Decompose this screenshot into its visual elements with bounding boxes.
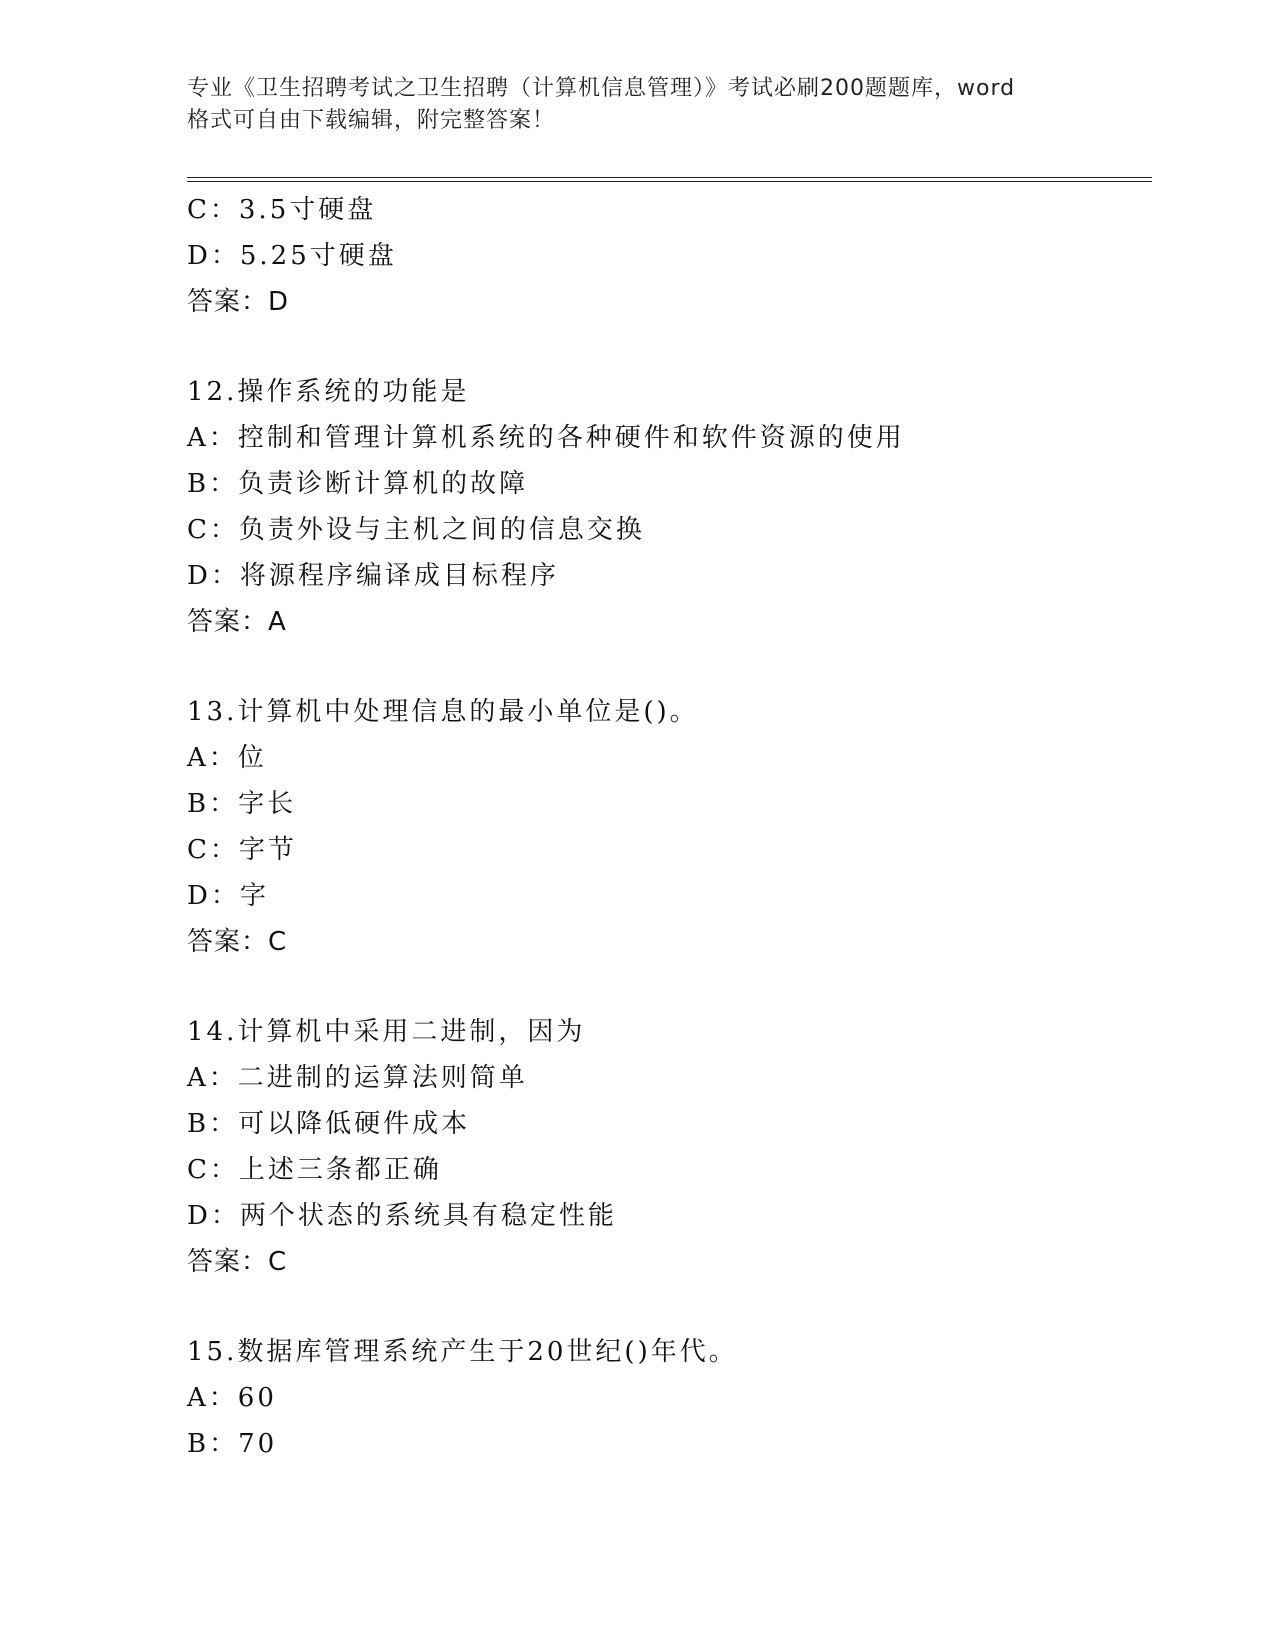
option-line: A：控制和管理计算机系统的各种硬件和软件资源的使用 [187, 423, 905, 453]
option-line: A：60 [187, 1383, 277, 1413]
option-line: D：字 [187, 881, 269, 911]
answer-line: 答案：C [187, 1247, 288, 1277]
option-line: C：上述三条都正确 [187, 1155, 442, 1185]
header-divider-top [187, 177, 1152, 178]
spacer [187, 1285, 1147, 1329]
question-title: 14.计算机中采用二进制，因为 [187, 1017, 586, 1047]
option-line: B：70 [187, 1429, 278, 1459]
question-title: 13.计算机中处理信息的最小单位是()。 [187, 697, 699, 727]
answer-line: 答案：C [187, 927, 288, 957]
spacer [187, 965, 1147, 1009]
option-line: C：字节 [187, 835, 297, 865]
header-line-1: 专业《卫生招聘考试之卫生招聘（计算机信息管理）》考试必刷200题题库，word [187, 76, 1016, 101]
spacer [187, 325, 1147, 369]
option-line: B：字长 [187, 789, 297, 819]
option-line: D：两个状态的系统具有稳定性能 [187, 1201, 617, 1231]
option-line: D：5.25寸硬盘 [187, 241, 397, 271]
option-line: A：二进制的运算法则简单 [187, 1063, 528, 1093]
document-header [187, 73, 1087, 137]
option-line: C：3.5寸硬盘 [187, 195, 377, 225]
option-line: D：将源程序编译成目标程序 [187, 561, 559, 591]
answer-line: 答案：D [187, 287, 290, 317]
header-line-2: 格式可自由下载编辑，附完整答案！ [187, 108, 556, 133]
question-content [187, 187, 1147, 1467]
question-title: 15.数据库管理系统产生于20世纪()年代。 [187, 1337, 738, 1367]
option-line: B：可以降低硬件成本 [187, 1109, 471, 1139]
option-line: C：负责外设与主机之间的信息交换 [187, 515, 645, 545]
option-line: A：位 [187, 743, 267, 773]
spacer [187, 645, 1147, 689]
answer-line: 答案：A [187, 607, 287, 637]
header-divider-bottom [187, 181, 1152, 182]
option-line: B：负责诊断计算机的故障 [187, 469, 529, 499]
question-title: 12.操作系统的功能是 [187, 377, 470, 407]
